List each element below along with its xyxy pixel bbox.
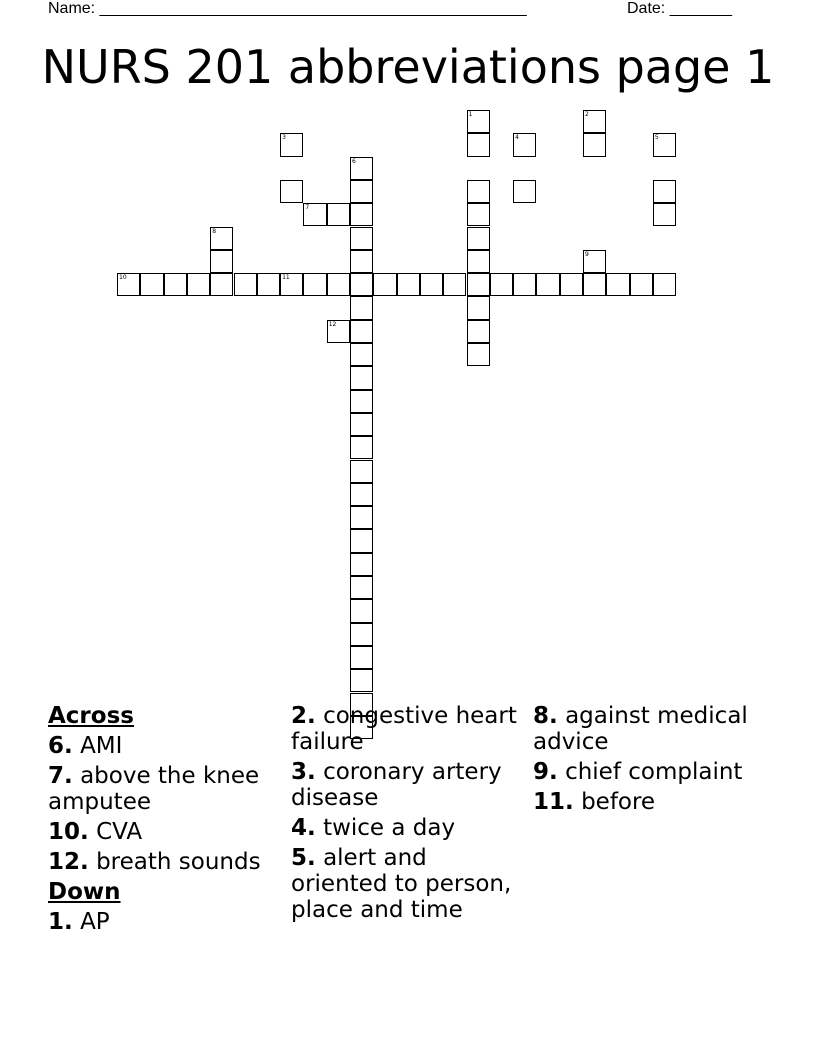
clue-number: 5 (654, 134, 659, 142)
crossword-cell[interactable] (350, 436, 373, 459)
clue-item: 2. congestive heart failure (291, 703, 517, 755)
down-heading: Down (48, 879, 121, 905)
crossword-cell[interactable] (327, 203, 350, 226)
crossword-cell[interactable] (606, 273, 629, 296)
clue-item: 12. breath sounds (48, 849, 261, 875)
crossword-cell[interactable] (350, 483, 373, 506)
crossword-cell[interactable] (164, 273, 187, 296)
crossword-cell[interactable] (350, 296, 373, 319)
crossword-cell[interactable] (350, 506, 373, 529)
clue-item: 5. alert and oriented to person, place and time (291, 845, 512, 923)
clue-number: 6 (352, 157, 356, 165)
clue-number: 11 (282, 274, 290, 282)
crossword-cell[interactable] (327, 320, 350, 343)
crossword-cell[interactable] (210, 250, 233, 273)
crossword-cell[interactable] (350, 157, 373, 180)
crossword-cell[interactable] (350, 343, 373, 366)
name-field: Name: ________________________________________________ (48, 0, 527, 17)
crossword-cell[interactable] (257, 273, 280, 296)
crossword-cell[interactable] (490, 273, 513, 296)
clue-item: 4. twice a day (291, 815, 456, 841)
crossword-cell[interactable] (467, 250, 490, 273)
crossword-cell[interactable] (350, 599, 373, 622)
crossword-cell[interactable] (280, 133, 303, 156)
crossword-cell[interactable] (467, 133, 490, 156)
across-heading: Across (48, 703, 134, 729)
crossword-cell[interactable] (560, 273, 583, 296)
crossword-cell[interactable] (653, 133, 676, 156)
crossword-cell[interactable] (583, 273, 606, 296)
crossword-cell[interactable] (583, 110, 606, 133)
crossword-cell[interactable] (350, 390, 373, 413)
crossword-cell[interactable] (350, 180, 373, 203)
crossword-cell[interactable] (210, 273, 233, 296)
clue-item: 7. above the knee amputee (48, 763, 260, 815)
crossword-cell[interactable] (467, 180, 490, 203)
crossword-cell[interactable] (467, 296, 490, 319)
crossword-cell[interactable] (350, 273, 373, 296)
clue-number: 1 (468, 111, 473, 118)
crossword-cell[interactable] (467, 343, 490, 366)
crossword-cell[interactable] (467, 203, 490, 226)
crossword-cell[interactable] (350, 250, 373, 273)
crossword-cell[interactable] (467, 273, 490, 296)
crossword-cell[interactable] (280, 180, 303, 203)
crossword-cell[interactable] (350, 669, 373, 692)
clue-item: 1. AP (48, 909, 110, 935)
crossword-cell[interactable] (350, 646, 373, 669)
page-title: NURS 201 abbreviations page 1 (41, 40, 775, 94)
crossword-cell[interactable] (467, 227, 490, 250)
crossword-cell[interactable] (467, 320, 490, 343)
clue-number: 9 (585, 250, 589, 258)
clue-column-2 (291, 703, 521, 927)
crossword-cell[interactable] (397, 273, 420, 296)
crossword-cell[interactable] (303, 203, 326, 226)
crossword-cell[interactable] (280, 273, 303, 296)
crossword-cell[interactable] (140, 273, 163, 296)
clue-column-1 (48, 703, 278, 939)
crossword-cell[interactable] (327, 273, 350, 296)
clue-item: 11. before (533, 789, 656, 815)
clue-number: 4 (515, 134, 519, 142)
crossword-cell[interactable] (443, 273, 466, 296)
clue-number: 10 (119, 274, 127, 282)
crossword-cell[interactable] (513, 273, 536, 296)
clue-number: 7 (305, 204, 310, 212)
crossword-cell[interactable] (420, 273, 443, 296)
crossword-cell[interactable] (117, 273, 140, 296)
clue-number: 3 (282, 134, 286, 142)
crossword-cell[interactable] (513, 180, 536, 203)
crossword-cell[interactable] (536, 273, 559, 296)
crossword-cell[interactable] (350, 529, 373, 552)
crossword-cell[interactable] (630, 273, 653, 296)
date-field: Date: _______ (627, 0, 732, 17)
crossword-cell[interactable] (350, 553, 373, 576)
crossword-cell[interactable] (653, 180, 676, 203)
clue-column-3 (533, 703, 763, 819)
crossword-cell[interactable] (350, 366, 373, 389)
crossword-cell[interactable] (350, 576, 373, 599)
crossword-cell[interactable] (350, 227, 373, 250)
crossword-cell[interactable] (467, 110, 490, 133)
clue-item: 6. AMI (48, 733, 123, 759)
clue-number: 2 (585, 111, 589, 118)
crossword-cell[interactable] (350, 320, 373, 343)
clue-item: 10. CVA (48, 819, 143, 845)
crossword-cell[interactable] (234, 273, 257, 296)
crossword-cell[interactable] (350, 203, 373, 226)
crossword-cell[interactable] (350, 623, 373, 646)
crossword-cell[interactable] (583, 133, 606, 156)
crossword-cell[interactable] (513, 133, 536, 156)
clue-number: 8 (212, 227, 217, 235)
crossword-cell[interactable] (187, 273, 210, 296)
clue-item: 8. against medical advice (533, 703, 748, 755)
crossword-cell[interactable] (303, 273, 326, 296)
clue-item: 9. chief complaint (533, 759, 743, 785)
clue-item: 3. coronary artery disease (291, 759, 502, 811)
crossword-cell[interactable] (653, 273, 676, 296)
crossword-cell[interactable] (350, 460, 373, 483)
crossword-cell[interactable] (653, 203, 676, 226)
clue-number: 12 (328, 320, 337, 328)
crossword-cell[interactable] (583, 250, 606, 273)
crossword-cell[interactable] (210, 227, 233, 250)
crossword-cell[interactable] (350, 413, 373, 436)
crossword-grid (0, 0, 816, 400)
crossword-cell[interactable] (373, 273, 396, 296)
